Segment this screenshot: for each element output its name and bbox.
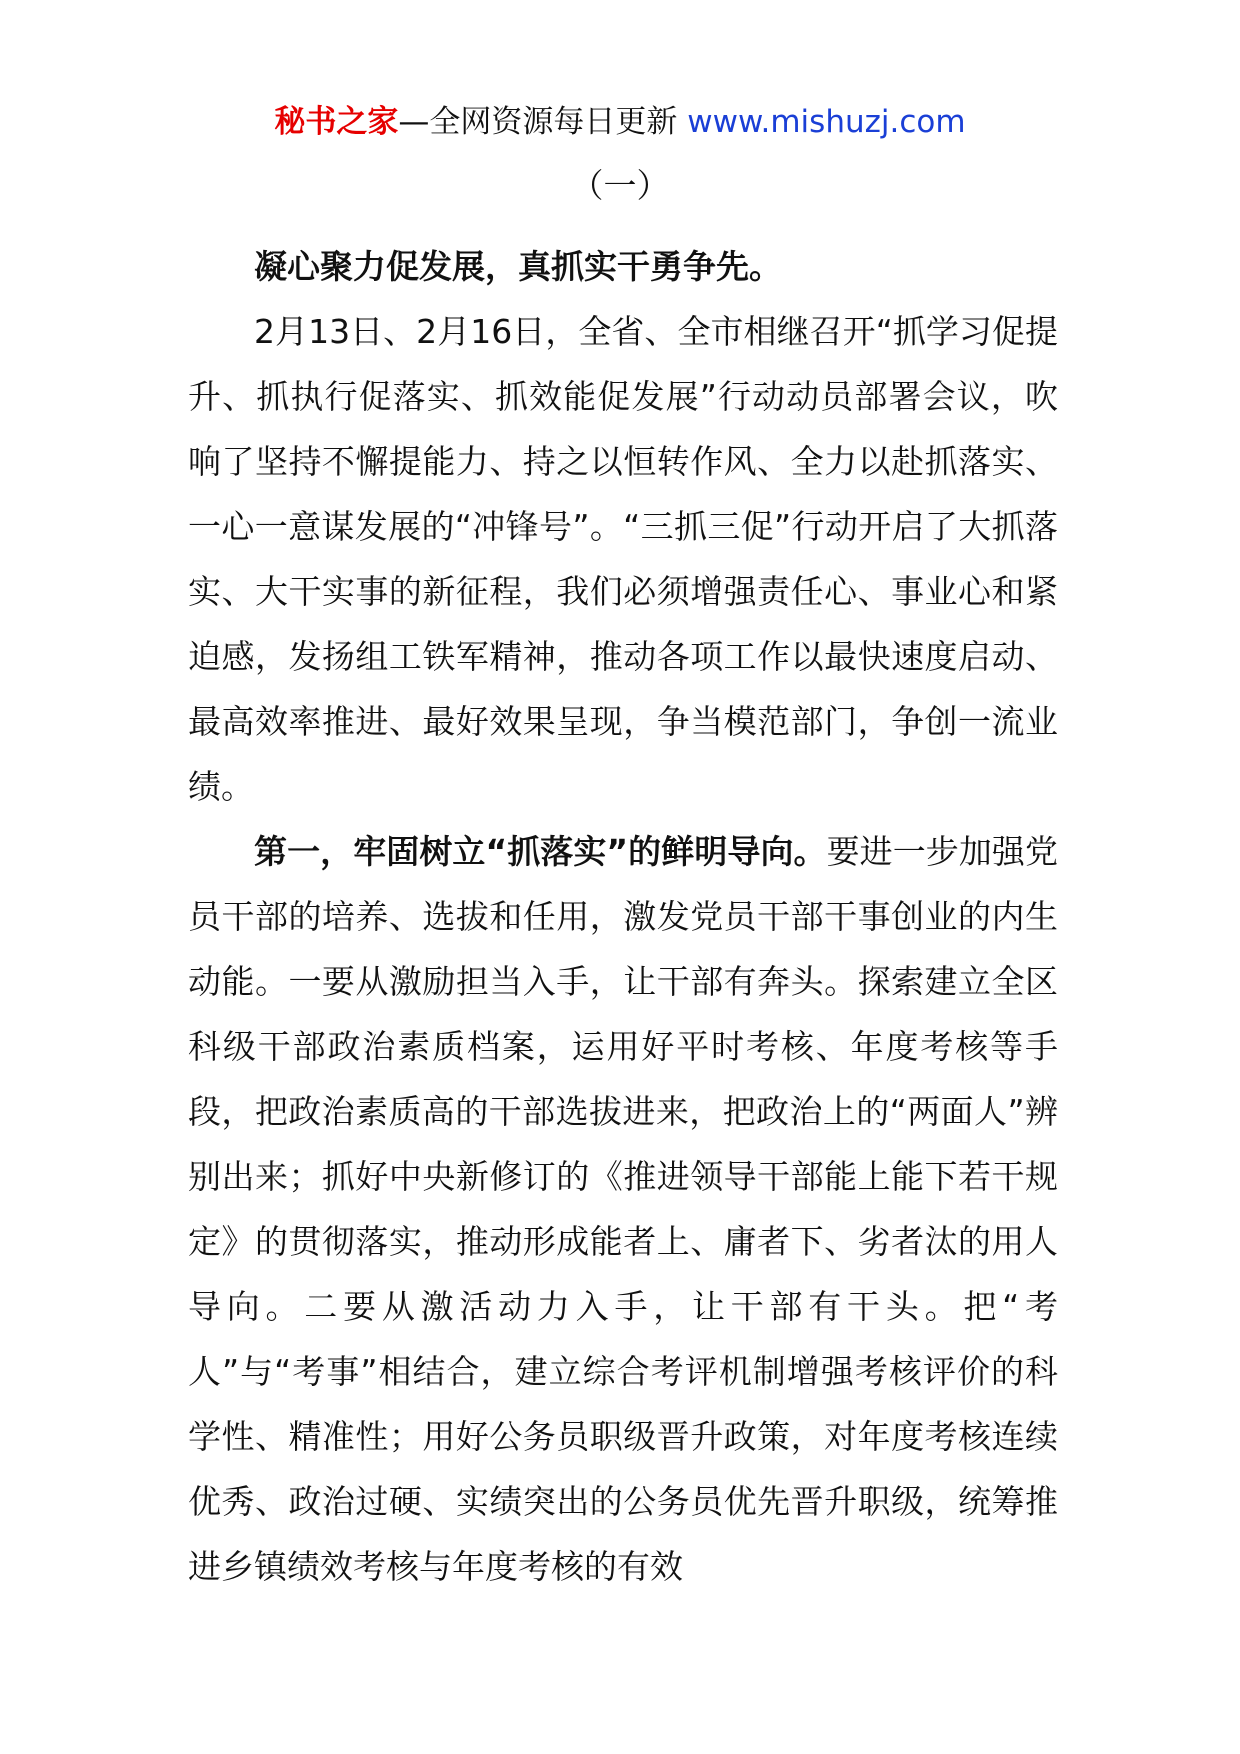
paragraph-lead: 第一，牢固树立“抓落实”的鲜明导向。 xyxy=(254,832,827,871)
site-url-link[interactable]: www.mishuzj.com xyxy=(687,104,966,140)
section-heading: 凝心聚力促发展，真抓实干勇争先。 xyxy=(254,247,782,286)
paragraph-text: 要进一步加强党员干部的培养、选拔和任用，激发党员干部干事创业的内生动能。一要从激励担当入手，让干部有奔头。探索建立全区科级干部政治素质档案，运用好平时考核、年度考核等手段，把政治素质高的干部选拔进来，把政治上的“两面人”辨别出来；抓好中央新修订的《推进领导干部能上能下若干规定》的贯彻落实，推动形成能者上、庸者下、劣者汰的用人导向。二要从激活动力入手，让干部有干头。把“考人”与“考事”相结合，建立综合考评机制增强考核评价的科学性、精准性；用好公务员职级晋升政策，对年度考核连续优秀、政治过硬、实绩突出的公务员优先晋升职级，统筹推进乡镇绩效考核与年度考核的有效 xyxy=(188,832,1058,1586)
site-header xyxy=(0,100,1240,144)
paragraph-intro: 2月13日、2月16日，全省、全市相继召开“抓学习促提升、抓执行促落实、抓效能促发展”行动动员部署会议，吹响了坚持不懈提能力、持之以恒转作风、全力以赴抓落实、一心一意谋发展的“冲锋号”。“三抓三促”行动开启了大抓落实、大干实事的新征程，我们必须增强责任心、事业心和紧迫感，发扬组工铁军精神，推动各项工作以最快速度启动、最高效率推进、最好效果呈现，争当模范部门，争创一流业绩。 xyxy=(188,312,1058,806)
document-body xyxy=(188,234,1058,1599)
brand-name: 秘书之家 xyxy=(274,104,399,140)
section-number: （一） xyxy=(570,166,670,205)
paragraph-first-point xyxy=(188,819,1058,1599)
header-tagline: —全网资源每日更新 xyxy=(398,104,688,140)
